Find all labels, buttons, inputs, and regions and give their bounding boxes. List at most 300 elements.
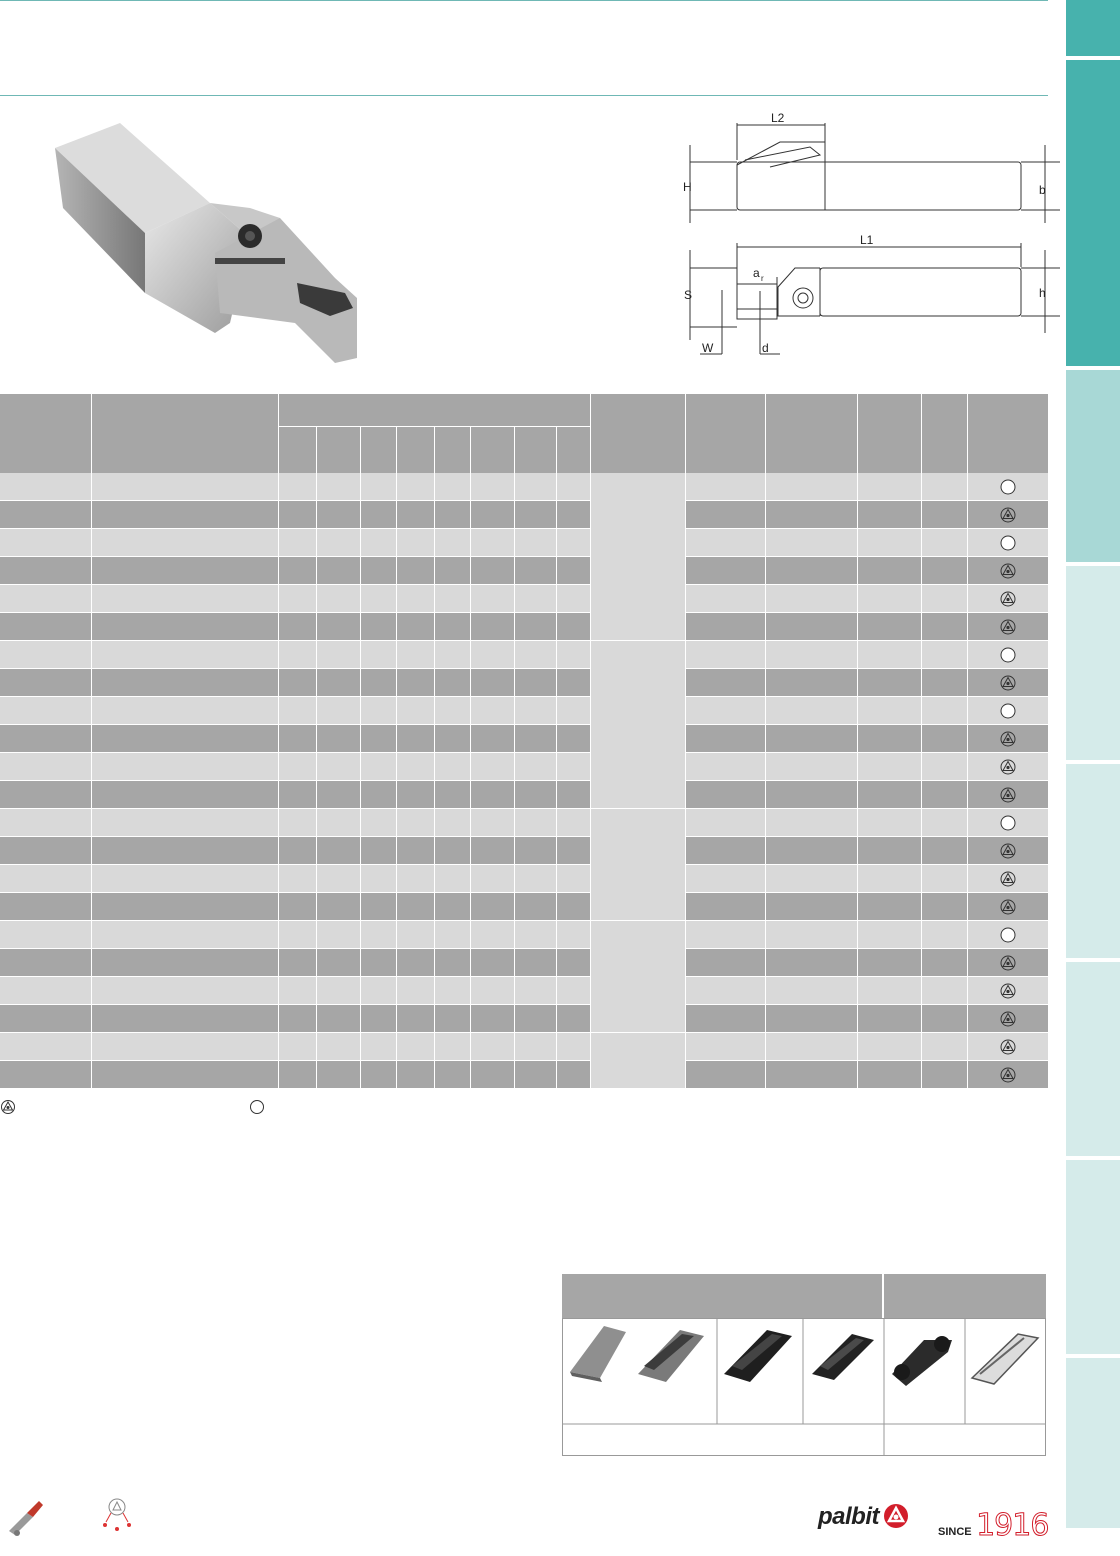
table-cell — [360, 809, 396, 837]
table-cell — [857, 501, 921, 529]
table-cell — [316, 893, 360, 921]
table-cell — [91, 837, 278, 865]
palbit-logo-icon — [999, 674, 1017, 692]
table-cell — [434, 641, 470, 669]
since-year: 1916 — [976, 1508, 1049, 1543]
table-cell — [514, 977, 556, 1005]
table-cell — [514, 585, 556, 613]
table-cell — [921, 781, 967, 809]
table-cell — [765, 893, 857, 921]
table-row — [0, 865, 1048, 893]
table-cell — [360, 669, 396, 697]
table-cell — [434, 781, 470, 809]
table-cell — [434, 753, 470, 781]
dim-L2-label: L2 — [771, 111, 785, 125]
table-cell — [857, 669, 921, 697]
table-cell — [556, 921, 590, 949]
table-cell — [91, 669, 278, 697]
table-cell — [514, 781, 556, 809]
table-row — [0, 921, 1048, 949]
table-cell — [514, 949, 556, 977]
table-cell — [921, 501, 967, 529]
table-cell — [0, 781, 91, 809]
table-cell — [278, 473, 316, 501]
table-cell — [470, 1061, 514, 1089]
table-cell — [434, 697, 470, 725]
table-cell — [316, 697, 360, 725]
circle-icon — [251, 1101, 264, 1114]
table-cell — [360, 781, 396, 809]
table-cell — [857, 893, 921, 921]
circle-icon — [999, 926, 1017, 944]
table-cell — [921, 613, 967, 641]
table-row — [0, 781, 1048, 809]
table-cell — [556, 865, 590, 893]
circle-icon — [999, 534, 1017, 552]
table-cell — [91, 697, 278, 725]
table-cell — [685, 613, 765, 641]
table-body — [0, 473, 1048, 1089]
table-cell — [967, 949, 1048, 977]
table-cell — [396, 697, 434, 725]
table-cell — [316, 529, 360, 557]
table-cell — [434, 1005, 470, 1033]
table-cell — [360, 501, 396, 529]
palbit-logo-icon — [2, 1101, 15, 1114]
table-cell — [514, 473, 556, 501]
table-cell — [921, 529, 967, 557]
table-cell — [685, 1061, 765, 1089]
table-cell — [434, 473, 470, 501]
dim-d-label: d — [762, 341, 769, 355]
table-cell — [434, 669, 470, 697]
table-cell — [514, 725, 556, 753]
table-cell — [470, 809, 514, 837]
palbit-logo-icon — [999, 842, 1017, 860]
table-cell — [514, 837, 556, 865]
group-cell — [590, 641, 685, 809]
table-cell — [921, 949, 967, 977]
table-row — [0, 977, 1048, 1005]
insert-image-2 — [724, 1330, 792, 1382]
table-cell — [0, 1061, 91, 1089]
table-cell — [967, 697, 1048, 725]
tool-holder-icon — [9, 1501, 43, 1536]
table-cell — [556, 1061, 590, 1089]
table-cell — [0, 557, 91, 585]
table-row — [0, 1033, 1048, 1061]
table-cell — [921, 921, 967, 949]
table-cell — [278, 753, 316, 781]
table-cell — [396, 1033, 434, 1061]
table-cell — [556, 529, 590, 557]
table-cell — [278, 1033, 316, 1061]
table-cell — [316, 1061, 360, 1089]
table-cell — [91, 473, 278, 501]
table-cell — [0, 1033, 91, 1061]
table-cell — [921, 837, 967, 865]
table-cell — [967, 669, 1048, 697]
table-cell — [396, 865, 434, 893]
palbit-logo-icon — [999, 954, 1017, 972]
chapter-tab-6[interactable] — [1066, 962, 1120, 1156]
table-cell — [967, 893, 1048, 921]
palbit-logo-icon — [999, 786, 1017, 804]
table-cell — [514, 613, 556, 641]
header-rule — [0, 95, 1048, 96]
table-cell — [857, 1061, 921, 1089]
table-cell — [91, 893, 278, 921]
table-cell — [0, 977, 91, 1005]
table-cell — [360, 865, 396, 893]
table-cell — [316, 613, 360, 641]
table-cell — [91, 557, 278, 585]
chapter-tabs — [1066, 0, 1120, 1556]
table-cell — [765, 641, 857, 669]
table-cell — [0, 893, 91, 921]
table-cell — [316, 837, 360, 865]
table-cell — [396, 809, 434, 837]
table-cell — [514, 753, 556, 781]
table-cell — [434, 725, 470, 753]
table-cell — [316, 641, 360, 669]
table-cell — [765, 501, 857, 529]
table-cell — [921, 669, 967, 697]
table-cell — [765, 473, 857, 501]
table-cell — [556, 473, 590, 501]
table-cell — [0, 473, 91, 501]
table-cell — [360, 1033, 396, 1061]
table-cell — [921, 585, 967, 613]
insert-image-1 — [570, 1326, 704, 1382]
table-cell — [360, 697, 396, 725]
table-cell — [91, 529, 278, 557]
table-cell — [91, 501, 278, 529]
table-cell — [921, 1005, 967, 1033]
table-cell — [685, 837, 765, 865]
table-cell — [470, 865, 514, 893]
table-row — [0, 529, 1048, 557]
table-cell — [396, 837, 434, 865]
table-cell — [434, 837, 470, 865]
table-cell — [470, 781, 514, 809]
table-cell — [857, 921, 921, 949]
table-cell — [360, 893, 396, 921]
table-row — [0, 725, 1048, 753]
top-rule — [0, 0, 1048, 1]
table-cell — [685, 893, 765, 921]
table-cell — [316, 725, 360, 753]
table-cell — [396, 753, 434, 781]
table-cell — [0, 809, 91, 837]
table-cell — [278, 501, 316, 529]
table-cell — [434, 1033, 470, 1061]
table-cell — [470, 977, 514, 1005]
table-cell — [857, 1005, 921, 1033]
table-cell — [278, 837, 316, 865]
table-row — [0, 669, 1048, 697]
table-cell — [470, 529, 514, 557]
table-cell — [91, 1033, 278, 1061]
dim-ar-subscript: r — [761, 274, 764, 283]
table-cell — [514, 1005, 556, 1033]
table-cell — [316, 1033, 360, 1061]
table-cell — [91, 1005, 278, 1033]
table-cell — [921, 473, 967, 501]
inserts-panel — [562, 1274, 1046, 1456]
table-cell — [556, 949, 590, 977]
group-cell — [590, 809, 685, 921]
table-cell — [91, 585, 278, 613]
table-cell — [967, 613, 1048, 641]
since-label: SINCE — [938, 1526, 972, 1538]
table-row — [0, 753, 1048, 781]
table-cell — [556, 1005, 590, 1033]
table-cell — [278, 641, 316, 669]
palbit-logo-icon — [999, 506, 1017, 524]
table-cell — [685, 725, 765, 753]
circle-icon — [999, 478, 1017, 496]
table-cell — [685, 641, 765, 669]
table-cell — [396, 557, 434, 585]
table-cell — [91, 809, 278, 837]
table-cell — [396, 977, 434, 1005]
table-cell — [857, 529, 921, 557]
table-cell — [360, 613, 396, 641]
table-cell — [470, 725, 514, 753]
table-cell — [360, 641, 396, 669]
table-cell — [360, 1061, 396, 1089]
table-cell — [556, 641, 590, 669]
table-cell — [470, 613, 514, 641]
circle-icon — [999, 646, 1017, 664]
table-cell — [434, 557, 470, 585]
table-cell — [434, 1061, 470, 1089]
table-cell — [0, 529, 91, 557]
palbit-logo-icon — [999, 1010, 1017, 1028]
palbit-logo-icon — [999, 870, 1017, 888]
table-cell — [765, 1061, 857, 1089]
table-cell — [514, 921, 556, 949]
palbit-logo-icon — [999, 982, 1017, 1000]
table-cell — [857, 781, 921, 809]
chapter-tab-3[interactable] — [1066, 370, 1120, 562]
dim-W-label: W — [702, 341, 714, 355]
table-cell — [278, 725, 316, 753]
table-row — [0, 501, 1048, 529]
table-cell — [556, 725, 590, 753]
table-cell — [765, 613, 857, 641]
table-cell — [470, 473, 514, 501]
table-cell — [396, 613, 434, 641]
table-cell — [434, 613, 470, 641]
table-cell — [0, 613, 91, 641]
table-cell — [857, 641, 921, 669]
table-row — [0, 837, 1048, 865]
table-cell — [0, 949, 91, 977]
table-cell — [556, 697, 590, 725]
palbit-logo-icon — [999, 562, 1017, 580]
table-cell — [765, 669, 857, 697]
table-cell — [556, 809, 590, 837]
table-cell — [514, 641, 556, 669]
table-cell — [396, 641, 434, 669]
table-cell — [514, 865, 556, 893]
table-cell — [91, 613, 278, 641]
table-cell — [278, 669, 316, 697]
palbit-logo-icon — [999, 618, 1017, 636]
table-cell — [765, 529, 857, 557]
brand-name: palbit — [818, 1503, 879, 1530]
table-cell — [91, 781, 278, 809]
chapter-tab-4[interactable] — [1066, 566, 1120, 760]
insert-image-4 — [892, 1336, 952, 1386]
insert-image-5 — [972, 1334, 1038, 1384]
chapter-tab-2[interactable] — [1066, 60, 1120, 366]
table-cell — [857, 725, 921, 753]
table-cell — [0, 865, 91, 893]
table-cell — [765, 753, 857, 781]
table-cell — [765, 921, 857, 949]
table-cell — [278, 1061, 316, 1089]
table-cell — [470, 1005, 514, 1033]
table-cell — [685, 501, 765, 529]
table-cell — [470, 949, 514, 977]
table-cell — [514, 669, 556, 697]
table-cell — [316, 473, 360, 501]
table-row — [0, 557, 1048, 585]
table-cell — [434, 809, 470, 837]
table-cell — [360, 585, 396, 613]
table-cell — [360, 557, 396, 585]
table-cell — [470, 557, 514, 585]
table-cell — [278, 585, 316, 613]
table-cell — [470, 501, 514, 529]
table-cell — [316, 501, 360, 529]
table-cell — [685, 1005, 765, 1033]
table-cell — [470, 1033, 514, 1061]
product-table — [0, 394, 1049, 1089]
table-cell — [434, 501, 470, 529]
table-cell — [396, 501, 434, 529]
table-cell — [765, 697, 857, 725]
table-row — [0, 1005, 1048, 1033]
table-cell — [278, 613, 316, 641]
table-cell — [316, 585, 360, 613]
table-cell — [556, 1033, 590, 1061]
table-cell — [857, 585, 921, 613]
palbit-logo-icon — [999, 758, 1017, 776]
table-cell — [396, 529, 434, 557]
table-cell — [685, 697, 765, 725]
table-cell — [921, 725, 967, 753]
dim-ar-label: a — [753, 266, 760, 280]
table-cell — [278, 529, 316, 557]
table-cell — [921, 809, 967, 837]
table-cell — [685, 865, 765, 893]
circle-icon — [999, 702, 1017, 720]
table-cell — [316, 949, 360, 977]
table-cell — [396, 1061, 434, 1089]
table-cell — [765, 725, 857, 753]
table-cell — [514, 501, 556, 529]
table-cell — [360, 725, 396, 753]
palbit-logo-mark-icon — [883, 1503, 909, 1529]
table-row — [0, 585, 1048, 613]
table-cell — [685, 1033, 765, 1061]
table-cell — [360, 977, 396, 1005]
coolant-icon — [103, 1499, 131, 1531]
table-cell — [685, 753, 765, 781]
group-cell — [590, 1033, 685, 1089]
table-cell — [0, 585, 91, 613]
table-cell — [434, 977, 470, 1005]
table-cell — [91, 641, 278, 669]
table-cell — [967, 473, 1048, 501]
table-cell — [967, 865, 1048, 893]
table-cell — [278, 977, 316, 1005]
table-cell — [857, 473, 921, 501]
table-cell — [921, 865, 967, 893]
table-cell — [921, 557, 967, 585]
table-cell — [921, 893, 967, 921]
table-cell — [470, 641, 514, 669]
table-cell — [278, 781, 316, 809]
table-cell — [967, 753, 1048, 781]
chapter-tab-1[interactable] — [1066, 0, 1120, 56]
table-cell — [556, 753, 590, 781]
chapter-tab-7[interactable] — [1066, 1160, 1120, 1354]
table-cell — [857, 613, 921, 641]
table-cell — [685, 473, 765, 501]
table-cell — [765, 809, 857, 837]
table-row — [0, 1061, 1048, 1089]
table-row — [0, 893, 1048, 921]
table-cell — [967, 529, 1048, 557]
table-cell — [685, 921, 765, 949]
table-cell — [967, 585, 1048, 613]
table-cell — [0, 697, 91, 725]
table-cell — [91, 753, 278, 781]
table-cell — [278, 809, 316, 837]
table-cell — [316, 669, 360, 697]
table-cell — [396, 725, 434, 753]
table-cell — [91, 1061, 278, 1089]
table-cell — [278, 697, 316, 725]
table-cell — [685, 781, 765, 809]
table-cell — [434, 949, 470, 977]
table-cell — [91, 865, 278, 893]
table-cell — [316, 781, 360, 809]
table-cell — [316, 977, 360, 1005]
table-cell — [360, 837, 396, 865]
table-cell — [470, 921, 514, 949]
table-row — [0, 697, 1048, 725]
table-cell — [921, 1033, 967, 1061]
table-cell — [360, 921, 396, 949]
table-cell — [556, 557, 590, 585]
palbit-logo-icon — [999, 898, 1017, 916]
table-cell — [0, 501, 91, 529]
table-cell — [360, 753, 396, 781]
table-cell — [0, 669, 91, 697]
table-cell — [765, 1033, 857, 1061]
table-cell — [360, 473, 396, 501]
table-cell — [278, 1005, 316, 1033]
table-cell — [857, 865, 921, 893]
chapter-tab-8[interactable] — [1066, 1358, 1120, 1528]
chapter-tab-5[interactable] — [1066, 764, 1120, 958]
